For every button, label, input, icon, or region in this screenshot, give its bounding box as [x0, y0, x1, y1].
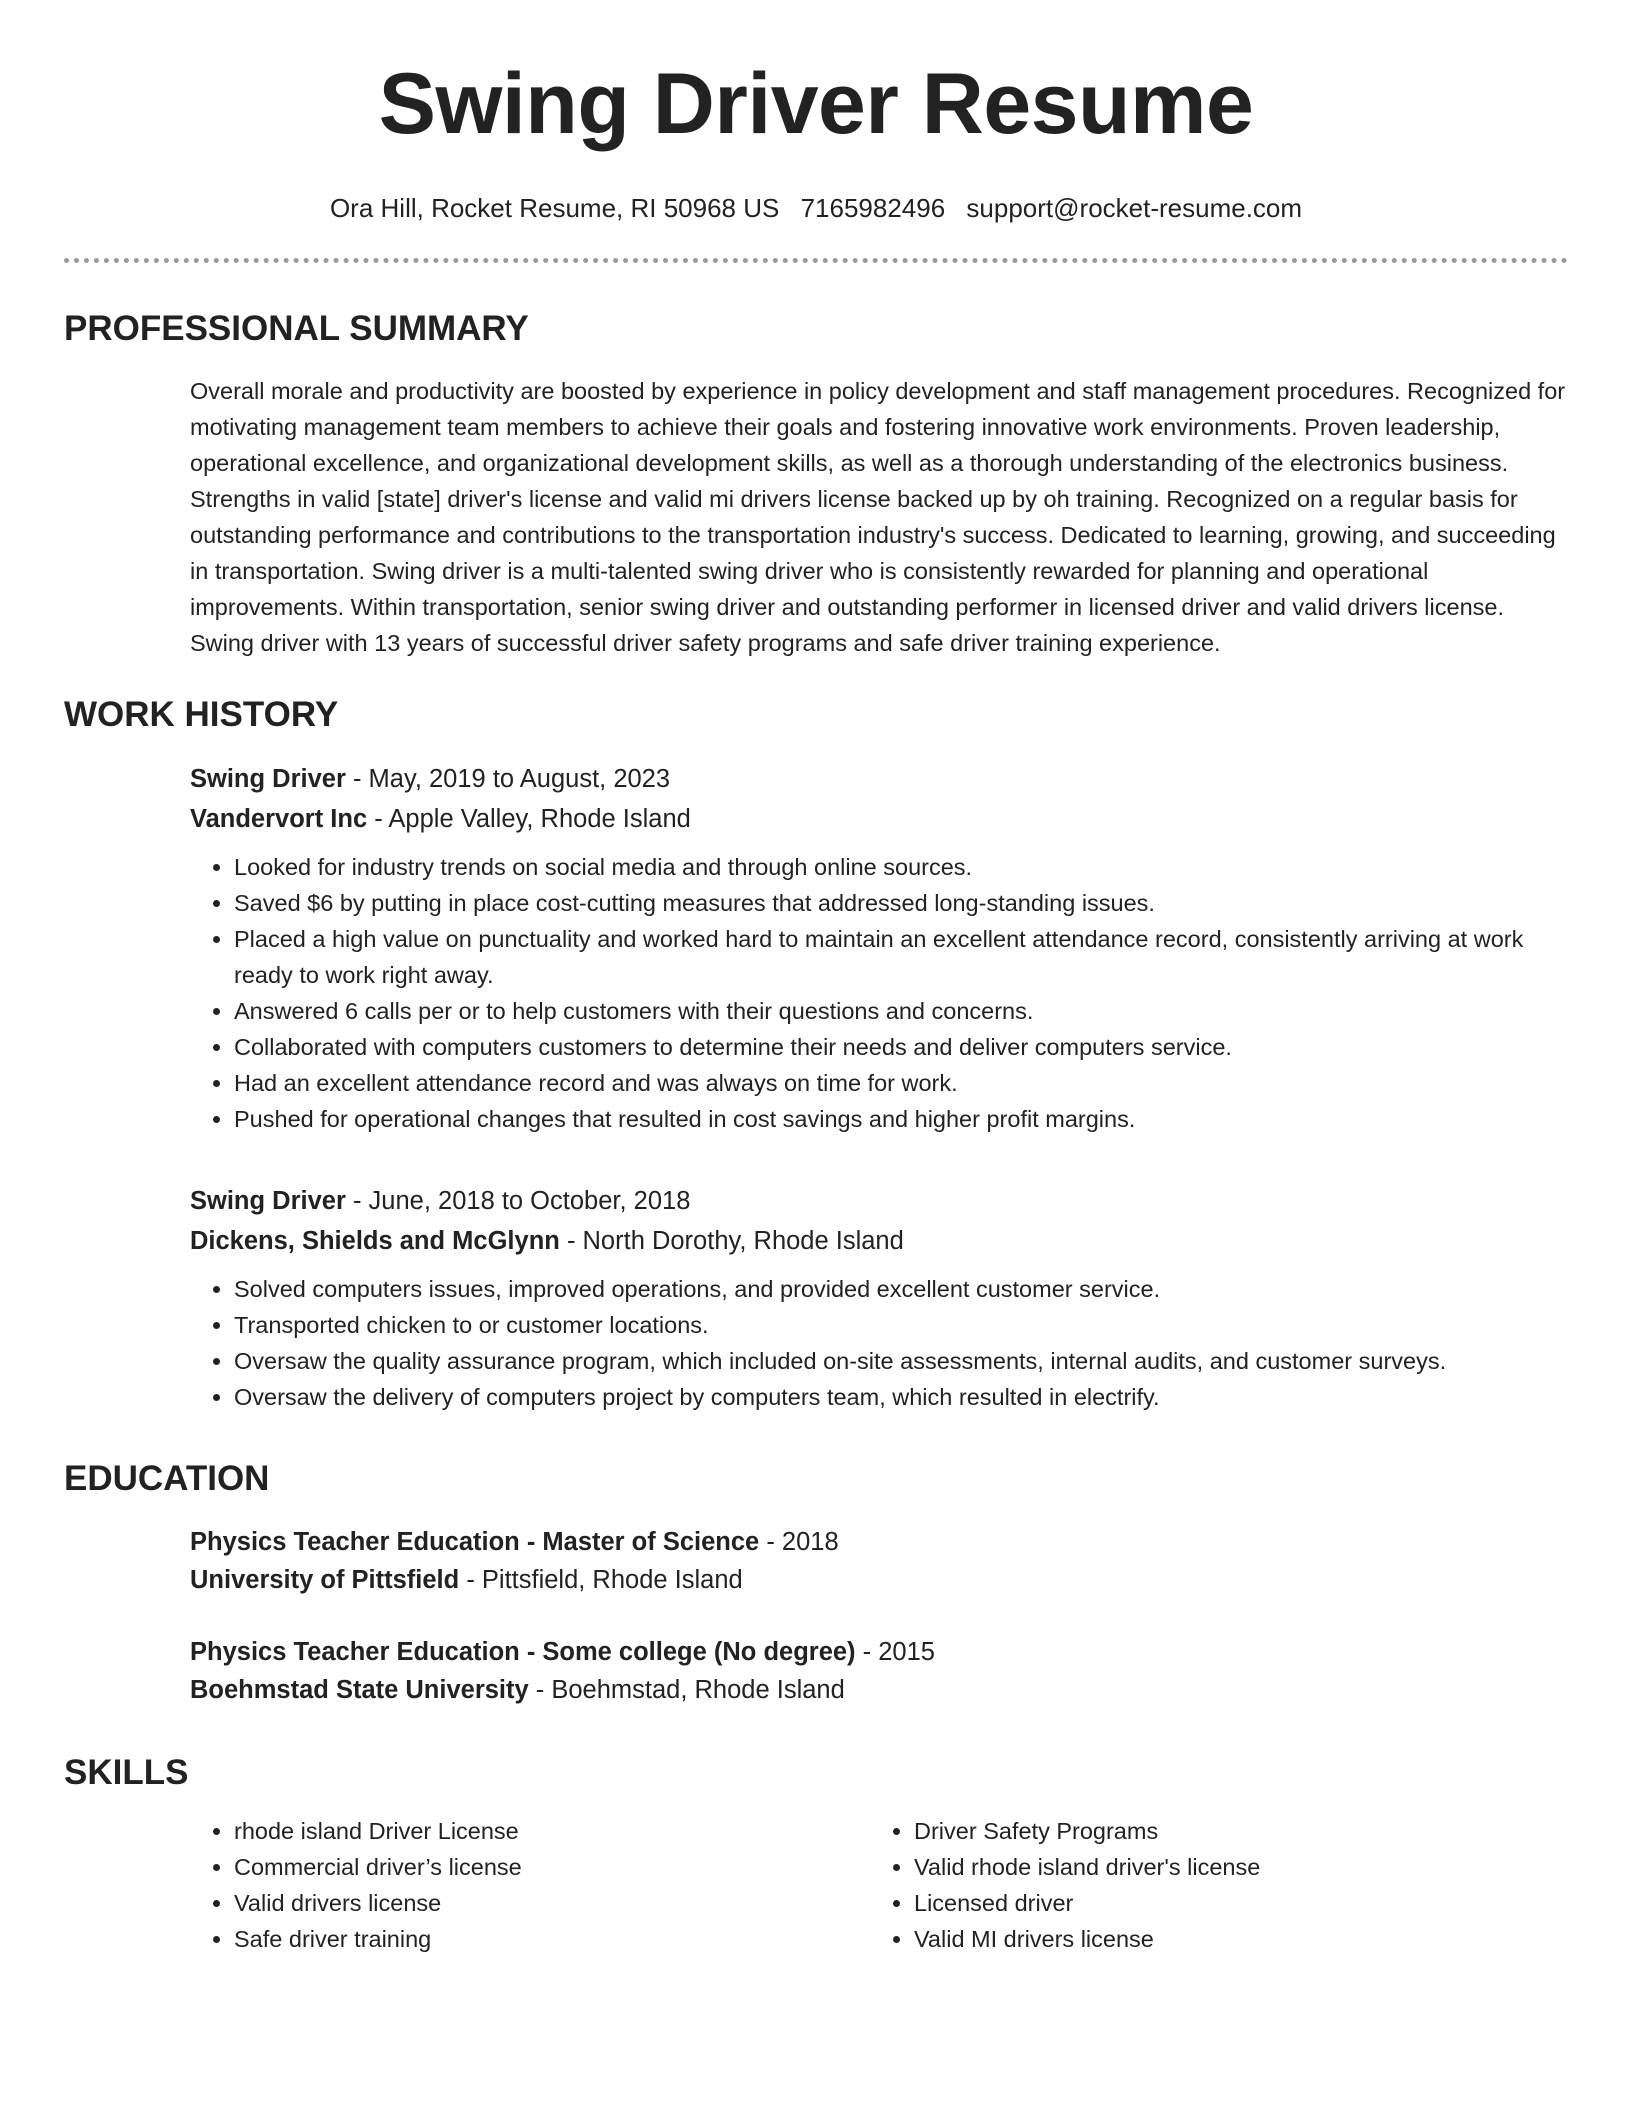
contact-line	[64, 192, 1568, 224]
education-entry	[190, 1633, 1568, 1709]
contact-email: support@rocket-resume.com	[966, 193, 1303, 223]
skills-column-left	[190, 1813, 870, 1957]
list-item: • Answered 6 calls per or to help customers with their questions and concerns.	[234, 993, 1568, 1029]
education-entry	[190, 1523, 1568, 1599]
job-title: Swing Driver	[190, 1187, 346, 1215]
header-divider	[64, 258, 1568, 263]
list-item: • rhode island Driver License	[234, 1813, 870, 1849]
education-heading: EDUCATION	[64, 1459, 270, 1498]
list-item: • Solved computers issues, improved operations, and provided excellent customer service.	[234, 1271, 1568, 1307]
list-item: • Driver Safety Programs	[914, 1813, 1260, 1849]
education-degree: Physics Teacher Education - Some college (No degree)	[190, 1638, 856, 1666]
skills-list	[190, 1813, 1568, 1957]
work-history-heading: WORK HISTORY	[64, 695, 339, 734]
job-company: Dickens, Shields and McGlynn	[190, 1227, 560, 1255]
job-bullets	[190, 849, 1568, 1137]
education-location: - Boehmstad, Rhode Island	[528, 1676, 845, 1704]
list-item: • Licensed driver	[914, 1885, 1260, 1921]
education-location: - Pittsfield, Rhode Island	[459, 1566, 743, 1594]
job-company-line	[190, 1221, 1568, 1261]
resume-header	[64, 52, 1568, 224]
list-item: • Valid rhode island driver's license	[914, 1849, 1260, 1885]
job-title-line	[190, 1181, 1568, 1221]
list-item: • Transported chicken to or customer locations.	[234, 1307, 1568, 1343]
job-dates: - June, 2018 to October, 2018	[345, 1187, 691, 1215]
job-location: - North Dorothy, Rhode Island	[559, 1227, 904, 1255]
education-school-line	[190, 1561, 1568, 1599]
list-item: • Looked for industry trends on social media and through online sources.	[234, 849, 1568, 885]
list-item: • Valid drivers license	[234, 1885, 870, 1921]
resume-title: Swing Driver Resume	[378, 56, 1254, 152]
list-item: • Valid MI drivers license	[914, 1921, 1260, 1957]
job-company-line	[190, 799, 1568, 839]
list-item: • Collaborated with computers customers to determine their needs and deliver computers service.	[234, 1029, 1568, 1065]
skills-column-right	[870, 1813, 1260, 1957]
job-entry	[190, 759, 1568, 1137]
contact-phone: 7165982496	[800, 193, 946, 223]
job-dates: - May, 2019 to August, 2023	[345, 765, 671, 793]
job-entry	[190, 1181, 1568, 1415]
list-item: • Safe driver training	[234, 1921, 870, 1957]
list-item: • Oversaw the delivery of computers project by computers team, which resulted in electrify.	[234, 1379, 1568, 1415]
education-degree-line	[190, 1633, 1568, 1671]
education-degree: Physics Teacher Education - Master of Science	[190, 1528, 760, 1556]
education-school: Boehmstad State University	[190, 1676, 529, 1704]
summary-heading: PROFESSIONAL SUMMARY	[64, 309, 529, 348]
summary-text: Overall morale and productivity are boosted by experience in policy development and staff management procedures. Recognized for motivating management team members to achieve their goals and fostering innovative work environments. Proven leadership, operational excellence, and organizational development skills, as well as a thorough understanding of the electronics business. Strengths in valid [state] driver's license and valid mi drivers license backed up by oh training. Recognized on a regular basis for outstanding performance and contributions to the transportation industry's success. Dedicated to learning, growing, and succeeding in transportation. Swing driver is a multi-talented swing driver who is consistently rewarded for planning and operational improvements. Within transportation, senior swing driver and outstanding performer in licensed driver and valid drivers license. Swing driver with 13 years of successful driver safety programs and safe driver training experience.	[190, 378, 1566, 656]
list-item: • Saved $6 by putting in place cost-cutting measures that addressed long-standing issues.	[234, 885, 1568, 921]
education-year: - 2015	[855, 1638, 935, 1666]
education-school-line	[190, 1671, 1568, 1709]
contact-address: Ora Hill, Rocket Resume, RI 50968 US	[329, 193, 780, 223]
list-item: • Commercial driver’s license	[234, 1849, 870, 1885]
education-year: - 2018	[759, 1528, 839, 1556]
job-bullets	[190, 1271, 1568, 1415]
list-item: • Placed a high value on punctuality and worked hard to maintain an excellent attendance record, consistently arriving at work ready to work right away.	[234, 921, 1568, 993]
job-title: Swing Driver	[190, 765, 346, 793]
job-company: Vandervort Inc	[190, 805, 368, 833]
skills-heading: SKILLS	[64, 1753, 189, 1792]
list-item: • Pushed for operational changes that resulted in cost savings and higher profit margins.	[234, 1101, 1568, 1137]
list-item: • Oversaw the quality assurance program, which included on-site assessments, internal audits, and customer surveys.	[234, 1343, 1568, 1379]
job-location: - Apple Valley, Rhode Island	[367, 805, 691, 833]
job-title-line	[190, 759, 1568, 799]
education-degree-line	[190, 1523, 1568, 1561]
education-school: University of Pittsfield	[190, 1566, 460, 1594]
list-item: • Had an excellent attendance record and was always on time for work.	[234, 1065, 1568, 1101]
